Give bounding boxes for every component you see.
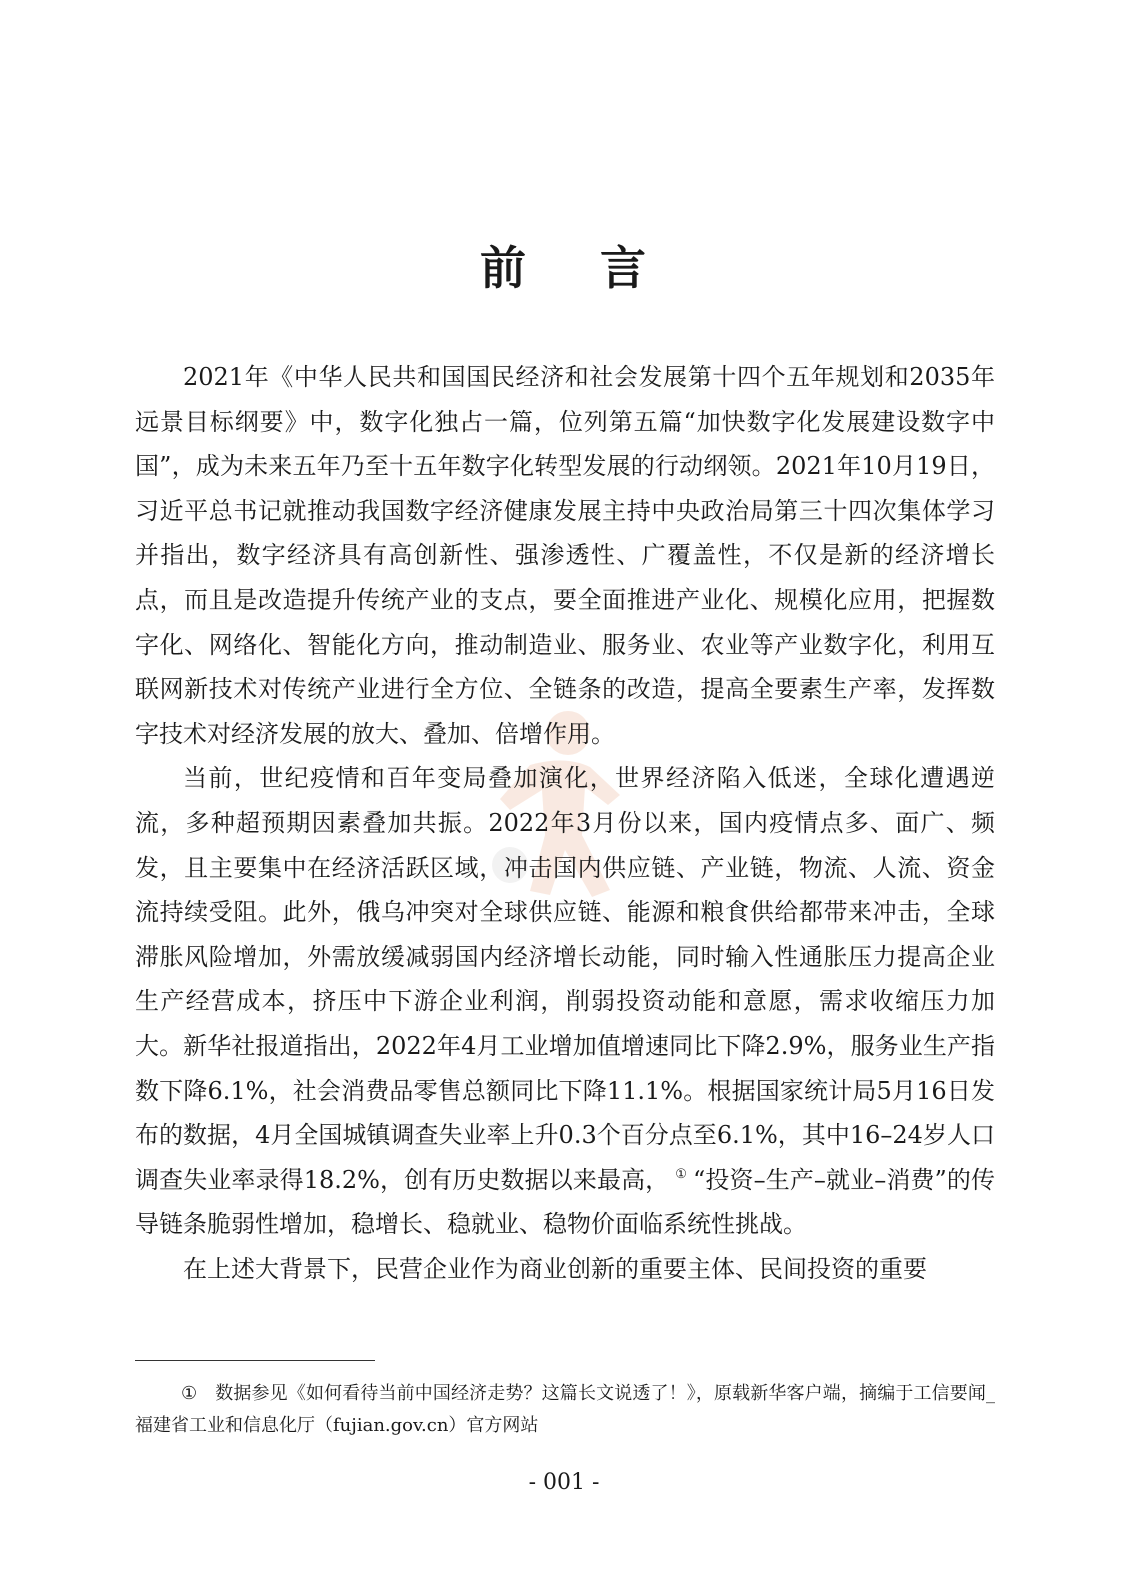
paragraph-1: 2021年《中华人民共和国国民经济和社会发展第十四个五年规划和2035年远景目标纲要》中，数字化独占一篇，位列第五篇“加快数字化发展建设数字中国”，成为未来五年乃至十五年数字化转型发展的行动纲领。2021年10月19日，习近平总书记就推动我国数字经济健康发展主持中央政治局第三十四次集体学习并指出，数字经济具有高创新性、强渗透性、广覆盖性，不仅是新的经济增长点，而且是改造提升传统产业的支点，要全面推进产业化、规模化应用，把握数字化、网络化、智能化方向，推动制造业、服务业、农业等产业数字化，利用互联网新技术对传统产业进行全方位、全链条的改造，提高全要素生产率，发挥数字技术对经济发展的放大、叠加、倍增作用。 <box>135 363 995 748</box>
footnote-reference[interactable]: ① <box>675 1166 688 1182</box>
title-char-1: 前 <box>480 241 528 295</box>
paragraph-2 <box>135 756 995 1247</box>
page-number: - 001 - <box>528 1470 600 1495</box>
footnote <box>135 1378 995 1442</box>
footnote-text: 数据参见《如何看待当前中国经济走势？这篇长文说透了！》，原载新华客户端，摘编于工信要闻_福建省工业和信息化厅（fujian.gov.cn）官方网站 <box>135 1383 996 1436</box>
footnote-mark: ① <box>181 1383 198 1404</box>
body-text <box>135 355 995 1291</box>
paragraph-2-part-1: 当前，世纪疫情和百年变局叠加演化，世界经济陷入低迷，全球化遭遇逆流，多种超预期因素叠加共振。2022年3月份以来，国内疫情点多、面广、频发，且主要集中在经济活跃区域，冲击国内供应链、产业链，物流、人流、资金流持续受阻。此外，俄乌冲突对全球供应链、能源和粮食供给都带来冲击，全球滞胀风险增加，外需放缓减弱国内经济增长动能，同时输入性通胀压力提高企业生产经营成本，挤压中下游企业利润，削弱投资动能和意愿，需求收缩压力加大。新华社报道指出，2022年4月工业增加值增速同比下降2.9%，服务业生产指数下降6.1%，社会消费品零售总额同比下降11.1%。根据国家统计局5月16日发布的数据，4月全国城镇调查失业率上升0.3个百分点至6.1%，其中16–24岁人口调查失业率录得18.2%，创有历史数据以来最高， <box>135 764 995 1194</box>
title-char-2: 言 <box>600 241 648 295</box>
paragraph-3: 在上述大背景下，民营企业作为商业创新的重要主体、民间投资的重要 <box>183 1254 927 1283</box>
paragraph-2-part-2: “投资–生产–就业–消费”的传导链条脆弱性增加，稳增长、稳就业、稳物价面临系统性挑战。 <box>135 1165 996 1239</box>
page-title <box>0 232 1128 298</box>
footnote-divider <box>135 1360 375 1361</box>
